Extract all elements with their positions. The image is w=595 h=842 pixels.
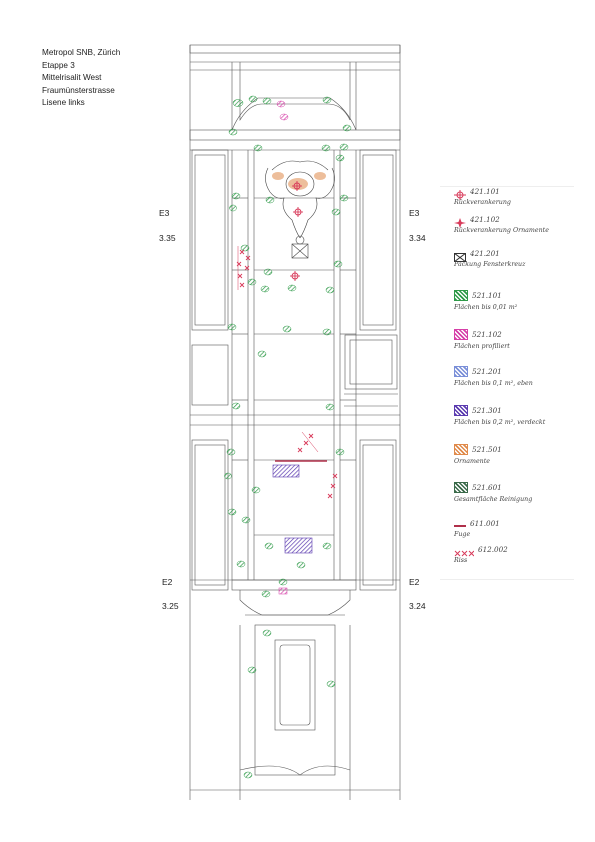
legend-item <box>454 187 579 206</box>
legend-item <box>454 444 579 465</box>
legend-code: 421.102 <box>470 215 500 224</box>
legend-code: 521.201 <box>472 367 502 376</box>
legend-description: Fuge <box>454 531 471 538</box>
legend-code: 611.001 <box>470 519 500 528</box>
project-name: Metropol SNB, Zürich <box>42 48 121 57</box>
legend-code: 421.101 <box>470 187 500 196</box>
legend-code: 521.301 <box>472 406 502 415</box>
legend-symbol-icon <box>454 187 466 196</box>
legend-description: Flächen bis 0,01 m² <box>454 304 518 311</box>
legend-item <box>454 290 579 311</box>
legend-description: Rückverankerung <box>454 199 511 206</box>
legend-item <box>454 215 579 234</box>
stage-label: Etappe 3 <box>42 60 75 70</box>
legend-description: Flächen profiliert <box>454 343 510 350</box>
legend-item <box>454 249 579 268</box>
legend-description: Ornamente <box>454 458 490 465</box>
legend-symbol-icon <box>454 366 468 377</box>
legend-item <box>454 519 579 538</box>
legend-code: 521.501 <box>472 445 502 454</box>
legend-item <box>454 329 579 350</box>
street-label: Fraumünsterstrasse <box>42 85 115 95</box>
legend-item <box>454 545 579 564</box>
legend-code: 612.002 <box>478 545 508 554</box>
legend-description: Riss <box>454 557 468 564</box>
legend-symbol-icon <box>454 444 468 455</box>
level-marker-e2-left: E2 <box>162 577 173 587</box>
level-value-e3-right: 3.34 <box>409 233 426 243</box>
legend-symbol-icon <box>454 290 468 301</box>
level-marker-e3-right: E3 <box>409 208 420 218</box>
legend-symbol-icon <box>454 329 468 340</box>
legend-code: 521.101 <box>472 291 502 300</box>
legend-description: Rückverankerung Ornamente <box>454 227 549 234</box>
legend-code: 421.201 <box>470 249 500 258</box>
legend-symbol-icon <box>454 215 466 224</box>
level-value-e3-left: 3.35 <box>159 233 176 243</box>
legend-symbol-icon <box>454 521 466 527</box>
legend-description: Gesamtfläche Reinigung <box>454 496 533 503</box>
level-value-e2-left: 3.25 <box>162 601 179 611</box>
legend-symbol-icon <box>454 249 466 258</box>
element-label: Lisene links <box>42 98 85 108</box>
legend-description: Packung Fensterkreuz <box>454 261 526 268</box>
legend-description: Flächen bis 0,2 m², verdeckt <box>454 419 546 426</box>
legend-item <box>454 405 579 426</box>
legend-symbol-icon <box>454 482 468 493</box>
legend-description: Flächen bis 0,1 m², eben <box>454 380 533 387</box>
legend-symbol-icon <box>454 405 468 416</box>
legend-code: 521.102 <box>472 330 502 339</box>
level-marker-e2-right: E2 <box>409 577 420 587</box>
legend-item <box>454 482 579 503</box>
section-label: Mittelrisalit West <box>42 73 102 83</box>
legend-item <box>454 366 579 387</box>
legend-symbol-icon <box>454 545 474 554</box>
legend-code: 521.601 <box>472 483 502 492</box>
level-marker-e3-left: E3 <box>159 208 170 218</box>
level-value-e2-right: 3.24 <box>409 601 426 611</box>
legend <box>440 186 574 580</box>
